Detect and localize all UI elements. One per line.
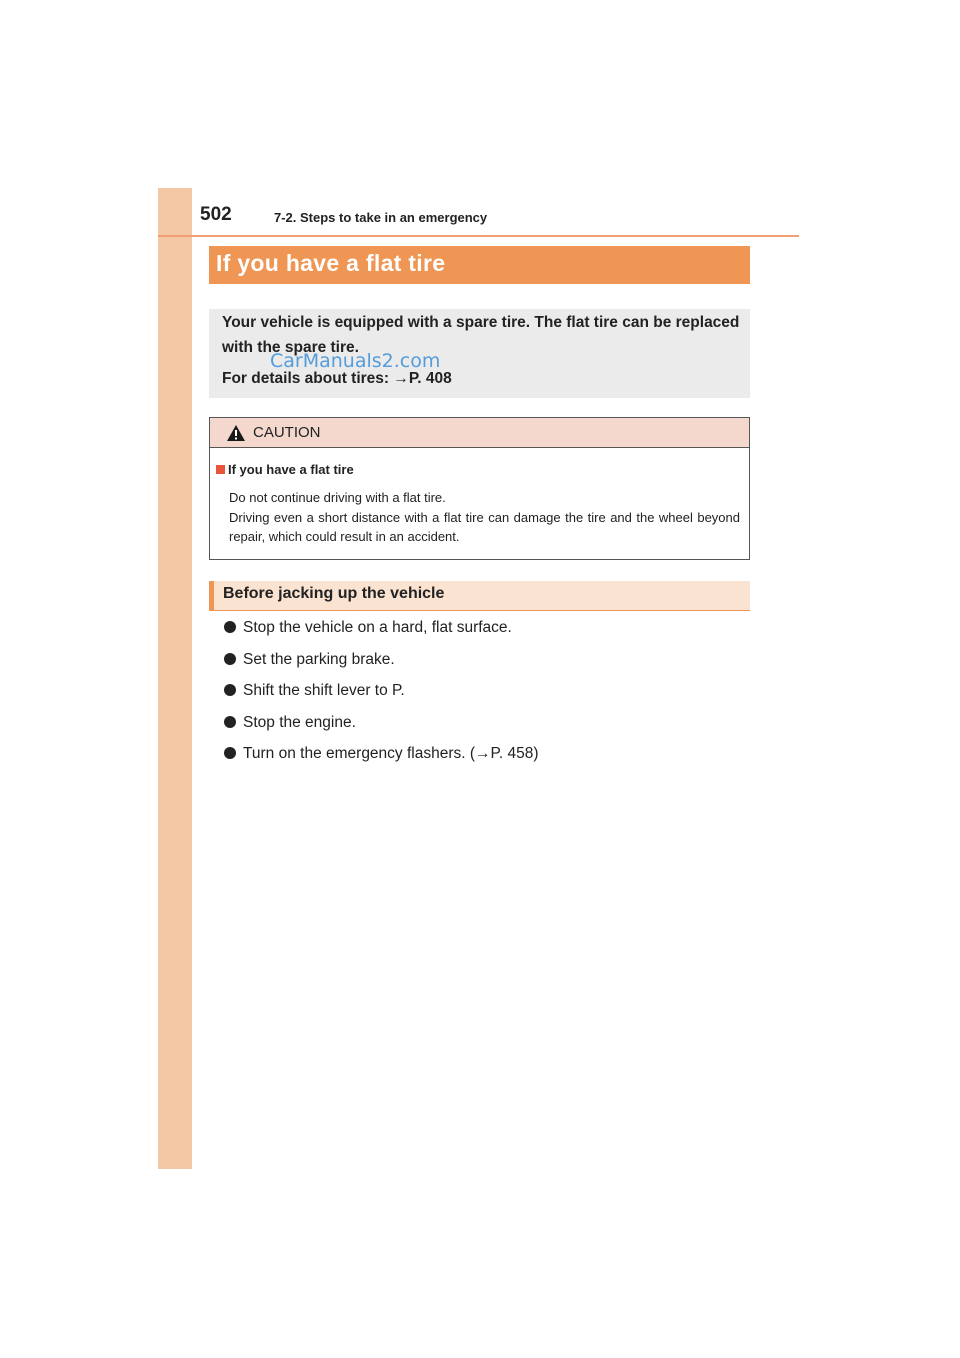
list-item <box>224 651 539 683</box>
intro-line-2: with the spare tire. <box>222 339 359 356</box>
step-text: Shift the shift lever to P. <box>243 682 405 699</box>
caution-paragraph-1: Do not continue driving with a flat tire. <box>229 490 446 505</box>
square-bullet-icon <box>216 465 225 474</box>
bullet-icon <box>224 747 236 759</box>
list-item <box>224 745 539 777</box>
page-number: 502 <box>200 204 232 225</box>
step-text: Turn on the emergency flashers. (→P. 458) <box>243 745 539 762</box>
subsection-heading-text: Before jacking up the vehicle <box>223 585 445 602</box>
step-list <box>224 619 539 777</box>
section-label: 7-2. Steps to take in an emergency <box>274 210 488 225</box>
step-text: Set the parking brake. <box>243 650 395 668</box>
caution-box <box>209 417 750 560</box>
bullet-icon <box>224 684 236 696</box>
warning-triangle-icon <box>226 424 246 442</box>
intro-line-1: Your vehicle is equipped with a spare tire. The flat tire can be replaced <box>222 314 740 331</box>
page-header <box>158 200 799 237</box>
page-title: If you have a flat tire <box>216 250 446 276</box>
title-banner <box>209 246 750 284</box>
intro-tire-reference: For details about tires: →P. 408 <box>222 370 452 387</box>
watermark: CarManuals2.com <box>270 350 441 372</box>
caution-subhead-text: If you have a flat tire <box>228 462 354 477</box>
caution-header <box>210 418 749 448</box>
step-text: Stop the vehicle on a hard, flat surface. <box>243 619 512 636</box>
caution-paragraph-2: Driving even a short distance with a flat tire can damage the tire and the wheel beyond repair, which could result in an accident. <box>229 509 740 544</box>
bullet-icon <box>224 716 236 728</box>
caution-text <box>229 488 740 547</box>
side-tab-strip <box>158 188 192 1169</box>
list-item <box>224 682 539 714</box>
intro-box <box>209 309 750 398</box>
subsection-heading <box>209 581 750 611</box>
caution-subhead <box>216 462 354 477</box>
list-item <box>224 619 539 651</box>
step-text: Stop the engine. <box>243 713 356 731</box>
bullet-icon <box>224 621 236 633</box>
bullet-icon <box>224 653 236 665</box>
list-item <box>224 714 539 746</box>
caution-label: CAUTION <box>253 424 321 441</box>
